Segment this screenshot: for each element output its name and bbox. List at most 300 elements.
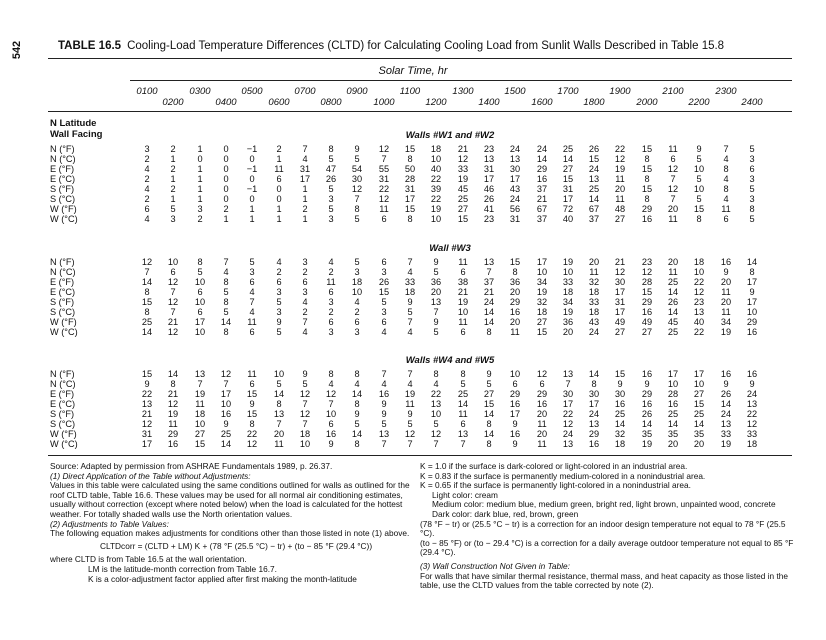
cltd-cell: 13	[483, 154, 495, 164]
cltd-cell: 4	[328, 257, 334, 267]
cltd-cell: 10	[194, 327, 206, 337]
cltd-cell: 38	[457, 277, 469, 287]
cltd-cell: 20	[430, 287, 442, 297]
cltd-cell: 8	[591, 379, 597, 389]
cltd-cell: 7	[302, 419, 308, 429]
cltd-cell: 9	[617, 379, 623, 389]
cltd-cell: 5	[407, 419, 413, 429]
cltd-cell: 3	[381, 267, 387, 277]
cltd-cell: 5	[328, 204, 334, 214]
cltd-cell: 12	[167, 297, 179, 307]
cltd-cell: 27	[536, 317, 548, 327]
table-row	[0, 267, 826, 277]
cltd-cell: 17	[693, 369, 705, 379]
cltd-cell: 1	[197, 174, 203, 184]
cltd-cell: 9	[276, 317, 282, 327]
cltd-cell: 15	[141, 369, 153, 379]
cltd-cell: 12	[536, 369, 548, 379]
hour-label: 0300	[189, 86, 211, 97]
cltd-cell: 11	[326, 277, 336, 287]
cltd-cell: 1	[302, 194, 308, 204]
cltd-cell: 0	[276, 194, 282, 204]
cltd-cell: 9	[723, 379, 729, 389]
cltd-cell: 22	[141, 389, 153, 399]
cltd-cell: 2	[276, 144, 282, 154]
table-row	[0, 204, 826, 214]
cltd-cell: 25	[457, 389, 469, 399]
cltd-cell: 12	[430, 429, 442, 439]
cltd-cell: 19	[641, 439, 653, 449]
cltd-cell: 15	[404, 204, 416, 214]
cltd-cell: 37	[536, 184, 548, 194]
cltd-cell: 25	[667, 277, 679, 287]
cltd-cell: 1	[276, 154, 282, 164]
cltd-cell: 11	[458, 409, 468, 419]
cltd-cell: 31	[404, 184, 416, 194]
cltd-cell: 30	[614, 277, 626, 287]
cltd-cell: 25	[693, 409, 705, 419]
cltd-cell: 0	[223, 194, 229, 204]
cltd-cell: 40	[693, 317, 705, 327]
cltd-cell: 5	[354, 154, 360, 164]
cltd-cell: 31	[562, 184, 574, 194]
cltd-cell: 20	[667, 257, 679, 267]
cltd-cell: 9	[249, 399, 255, 409]
cltd-cell: 7	[407, 317, 413, 327]
cltd-cell: 4	[223, 267, 229, 277]
cltd-cell: 2	[144, 194, 150, 204]
cltd-cell: 15	[194, 439, 206, 449]
cltd-cell: 5	[407, 307, 413, 317]
cltd-cell: 36	[562, 317, 574, 327]
cltd-cell: 27	[457, 204, 469, 214]
cltd-cell: 5	[354, 419, 360, 429]
cltd-cell: 6	[328, 287, 334, 297]
cltd-cell: 13	[562, 369, 574, 379]
cltd-cell: 6	[381, 317, 387, 327]
cltd-cell: 6	[460, 419, 466, 429]
cltd-cell: 18	[614, 439, 626, 449]
cltd-cell: 6	[460, 267, 466, 277]
cltd-cell: 18	[588, 307, 600, 317]
cltd-cell: 56	[509, 204, 521, 214]
cltd-cell: 8	[644, 194, 650, 204]
cltd-cell: 10	[693, 164, 705, 174]
cltd-cell: 39	[430, 184, 442, 194]
cltd-cell: −1	[246, 144, 258, 154]
k-light: K = 0.65 if the surface is permanently light-colored in a nonindustrial area.	[420, 480, 691, 491]
cltd-cell: 8	[354, 369, 360, 379]
cltd-cell: 5	[223, 307, 229, 317]
latitude-header	[50, 118, 102, 140]
cltd-cell: 16	[720, 257, 732, 267]
cltd-cell: 23	[483, 144, 495, 154]
cltd-cell: 19	[194, 389, 206, 399]
row-label: E (°C)	[50, 174, 76, 184]
row-label: N (°C)	[50, 379, 76, 389]
cltd-cell: 10	[457, 307, 469, 317]
cltd-cell: 12	[378, 144, 390, 154]
cltd-cell: 3	[249, 267, 255, 277]
cltd-cell: 10	[693, 267, 705, 277]
cltd-cell: 2	[170, 144, 176, 154]
notes-right	[420, 462, 798, 591]
cltd-cell: 12	[667, 164, 679, 174]
cltd-cell: 2	[354, 307, 360, 317]
cltd-cell: 9	[644, 379, 650, 389]
cltd-cell: 14	[220, 317, 232, 327]
cltd-cell: 8	[512, 267, 518, 277]
cltd-cell: 17	[483, 174, 495, 184]
cltd-cell: 12	[641, 267, 653, 277]
table-number: TABLE 16.5	[58, 40, 122, 52]
top-rule	[48, 58, 792, 59]
cltd-cell: 23	[693, 297, 705, 307]
cltd-cell: 6	[381, 257, 387, 267]
cltd-cell: 6	[144, 204, 150, 214]
cltd-cell: 2	[144, 154, 150, 164]
cltd-cell: 24	[509, 194, 521, 204]
row-label: N (°C)	[50, 154, 76, 164]
cltd-cell: 7	[460, 439, 466, 449]
note2-text: The following equation makes adjustments for conditions other than those listed in note (1) above.	[50, 528, 410, 539]
cltd-cell: 36	[430, 277, 442, 287]
table-row	[0, 369, 826, 379]
cltd-cell: −1	[246, 164, 258, 174]
cltd-cell: 29	[509, 389, 521, 399]
cltd-cell: 3	[197, 204, 203, 214]
cltd-cell: 2	[302, 204, 308, 214]
cltd-cell: 4	[276, 257, 282, 267]
cltd-cell: 10	[220, 399, 232, 409]
cltd-cell: 23	[641, 257, 653, 267]
cltd-cell: 11	[721, 307, 731, 317]
hour-label: 1600	[531, 97, 553, 108]
cltd-cell: 12	[325, 389, 337, 399]
cltd-cell: 4	[723, 174, 729, 184]
cltd-cell: 10	[509, 369, 521, 379]
cltd-cell: 26	[378, 277, 390, 287]
cltd-cell: 0	[223, 174, 229, 184]
cltd-cell: 12	[220, 369, 232, 379]
cltd-cell: 17	[141, 439, 153, 449]
cltd-cell: 1	[197, 164, 203, 174]
cltd-cell: 35	[641, 429, 653, 439]
notes-left	[50, 462, 412, 584]
cltd-cell: 7	[433, 307, 439, 317]
cltd-cell: 8	[486, 439, 492, 449]
cltd-cell: 12	[457, 154, 469, 164]
solar-time-rule	[130, 80, 792, 81]
cltd-cell: 12	[141, 419, 153, 429]
row-label: N (°F)	[50, 257, 75, 267]
row-label: N (°C)	[50, 267, 76, 277]
cltd-cell: 29	[536, 164, 548, 174]
row-label: W (°C)	[50, 214, 78, 224]
cltd-cell: 9	[512, 419, 518, 429]
cltd-cell: 20	[667, 204, 679, 214]
cltd-cell: 32	[614, 429, 626, 439]
cltd-cell: 15	[693, 204, 705, 214]
cltd-cell: 11	[668, 144, 678, 154]
cltd-cell: 2	[302, 267, 308, 277]
hour-label: 0200	[162, 97, 184, 108]
cltd-cell: 7	[144, 267, 150, 277]
cltd-cell: 20	[562, 327, 574, 337]
row-label: W (°C)	[50, 327, 78, 337]
cltd-cell: 43	[588, 317, 600, 327]
cltd-cell: 17	[746, 297, 758, 307]
cltd-cell: 7	[223, 379, 229, 389]
cltd-cell: 13	[430, 399, 442, 409]
cltd-cell: 14	[351, 389, 363, 399]
table-row	[0, 154, 826, 164]
cltd-cell: 12	[141, 257, 153, 267]
cltd-cell: 67	[536, 204, 548, 214]
cltd-cell: 6	[197, 287, 203, 297]
cltd-cell: 15	[641, 164, 653, 174]
cltd-cell: 12	[667, 184, 679, 194]
cltd-cell: 3	[144, 144, 150, 154]
cltd-cell: 4	[433, 379, 439, 389]
cltd-cell: 13	[273, 409, 285, 419]
cltd-cell: 31	[299, 164, 311, 174]
hour-label: 1200	[425, 97, 447, 108]
cltd-cell: 18	[299, 429, 311, 439]
row-label: S (°C)	[50, 419, 76, 429]
cltd-cell: 33	[404, 277, 416, 287]
cltd-cell: 25	[588, 184, 600, 194]
cltd-cell: 3	[302, 257, 308, 267]
cltd-cell: 7	[302, 399, 308, 409]
cltd-cell: 17	[404, 194, 416, 204]
cltd-cell: 18	[746, 439, 758, 449]
cltd-cell: 9	[486, 369, 492, 379]
cltd-cell: 6	[460, 327, 466, 337]
hour-label: 0600	[268, 97, 290, 108]
cltd-cell: 30	[509, 164, 521, 174]
cltd-cell: 11	[721, 204, 731, 214]
cltd-cell: 29	[588, 429, 600, 439]
cltd-cell: 4	[381, 327, 387, 337]
cltd-cell: 29	[641, 389, 653, 399]
hour-label: 0800	[320, 97, 342, 108]
table-row	[0, 389, 826, 399]
hour-label: 0400	[215, 97, 237, 108]
cltd-cell: 16	[378, 389, 390, 399]
cltd-cell: 20	[509, 287, 521, 297]
cltd-cell: 25	[562, 144, 574, 154]
cltd-cell: 5	[696, 194, 702, 204]
hour-label: 0100	[136, 86, 158, 97]
table-row	[0, 439, 826, 449]
cltd-cell: 5	[749, 214, 755, 224]
k-medium: K = 0.83 if the surface is permanently medium-colored in a nonindustrial area.	[420, 470, 706, 481]
cltd-cell: 4	[407, 267, 413, 277]
cltd-cell: 17	[562, 194, 574, 204]
cltd-cell: 16	[325, 429, 337, 439]
cltd-cell: 35	[667, 429, 679, 439]
where-k: K is a color-adjustment factor applied after first making the month-latitude	[88, 573, 357, 584]
outdoor-correction: (to − 85 °F) or (to − 29.4 °C) is a correction for a daily average outdoor temperature not equal to 85 °F (29.4 °C).	[420, 537, 794, 558]
row-label: E (°F)	[50, 389, 75, 399]
table-row	[0, 379, 826, 389]
cltd-cell: 28	[641, 277, 653, 287]
wall-group-title: Walls #W1 and #W2	[405, 130, 495, 141]
cltd-cell: 0	[223, 164, 229, 174]
cltd-cell: 5	[328, 184, 334, 194]
cltd-cell: 21	[167, 317, 179, 327]
cltd-cell: 6	[170, 267, 176, 277]
cltd-cell: 8	[328, 369, 334, 379]
cltd-cell: 32	[588, 277, 600, 287]
cltd-cell: 0	[197, 154, 203, 164]
cltd-cell: 0	[249, 154, 255, 164]
cltd-cell: 4	[249, 307, 255, 317]
table-row	[0, 409, 826, 419]
cltd-cell: 29	[536, 389, 548, 399]
cltd-cell: 19	[430, 204, 442, 214]
cltd-cell: 11	[589, 267, 599, 277]
cltd-cell: 46	[483, 184, 495, 194]
table-row	[0, 144, 826, 154]
cltd-cell: 26	[667, 297, 679, 307]
cltd-cell: 5	[197, 267, 203, 277]
cltd-cell: 8	[197, 257, 203, 267]
cltd-cell: 6	[512, 379, 518, 389]
cltd-cell: 20	[536, 409, 548, 419]
cltd-cell: 34	[536, 277, 548, 287]
table-row	[0, 307, 826, 317]
cltd-cell: 2	[302, 307, 308, 317]
cltd-cell: 10	[430, 154, 442, 164]
cltd-cell: 12	[378, 194, 390, 204]
cltd-cell: 10	[194, 277, 206, 287]
indoor-correction: (78 °F − tr) or (25.5 °C − tr) is a correction for an indoor design temperature not equal to 78 °F (25.5 °C).	[420, 518, 786, 539]
cltd-cell: 5	[381, 419, 387, 429]
cltd-cell: 5	[433, 327, 439, 337]
hour-label: 0700	[294, 86, 316, 97]
cltd-cell: 20	[273, 429, 285, 439]
table-row	[0, 287, 826, 297]
table-row	[0, 419, 826, 429]
hour-label: 1100	[399, 86, 421, 97]
cltd-cell: 14	[720, 399, 732, 409]
cltd-cell: 22	[378, 184, 390, 194]
cltd-cell: 14	[351, 429, 363, 439]
dark-color-def: Dark color: dark blue, red, brown, green	[432, 508, 579, 519]
cltd-cell: 17	[746, 277, 758, 287]
cltd-cell: 25	[457, 194, 469, 204]
cltd-cell: 0	[249, 194, 255, 204]
cltd-cell: 14	[141, 327, 153, 337]
hour-label: 2400	[741, 97, 763, 108]
cltd-cell: 22	[614, 144, 626, 154]
cltd-cell: 10	[299, 439, 311, 449]
cltd-cell: 16	[641, 369, 653, 379]
cltd-cell: 14	[667, 287, 679, 297]
cltd-cell: 17	[220, 389, 232, 399]
cltd-cell: 24	[483, 297, 495, 307]
cltd-cell: 8	[486, 419, 492, 429]
cltd-cell: 14	[483, 409, 495, 419]
cltd-cell: 21	[536, 194, 548, 204]
cltd-cell: 31	[141, 429, 153, 439]
cltd-cell: 25	[667, 409, 679, 419]
cltd-cell: 16	[641, 307, 653, 317]
row-label: N (°F)	[50, 369, 75, 379]
cltd-cell: 29	[641, 204, 653, 214]
cltd-cell: 31	[378, 174, 390, 184]
cltd-cell: 5	[354, 214, 360, 224]
cltd-cell: 19	[720, 327, 732, 337]
cltd-cell: 31	[614, 297, 626, 307]
cltd-cell: 9	[749, 379, 755, 389]
cltd-cell: 8	[486, 327, 492, 337]
cltd-cell: 7	[328, 399, 334, 409]
cltd-cell: 8	[644, 174, 650, 184]
cltd-cell: 11	[168, 419, 178, 429]
cltd-cell: 5	[749, 184, 755, 194]
cltd-cell: 15	[378, 287, 390, 297]
cltd-cell: 14	[641, 419, 653, 429]
cltd-cell: 16	[536, 174, 548, 184]
cltd-cell: 15	[483, 399, 495, 409]
cltd-cell: 31	[483, 164, 495, 174]
cltd-cell: 18	[194, 409, 206, 419]
cltd-cell: 1	[197, 184, 203, 194]
row-label: E (°C)	[50, 287, 76, 297]
cltd-cell: 14	[746, 257, 758, 267]
cltd-cell: 8	[223, 297, 229, 307]
cltd-cell: 8	[407, 154, 413, 164]
cltd-cell: 15	[246, 409, 258, 419]
cltd-cell: 7	[433, 439, 439, 449]
cltd-cell: 30	[562, 389, 574, 399]
table-row	[0, 184, 826, 194]
cltd-cell: 29	[509, 297, 521, 307]
hour-label: 1000	[373, 97, 395, 108]
cltd-cell: 20	[509, 317, 521, 327]
cltd-cell: 22	[430, 194, 442, 204]
cltd-cell: 12	[167, 327, 179, 337]
cltd-cell: 8	[328, 144, 334, 154]
cltd-cell: 54	[351, 164, 363, 174]
cltd-cell: 8	[644, 154, 650, 164]
cltd-cell: 34	[562, 297, 574, 307]
cltd-cell: 14	[667, 307, 679, 317]
cltd-cell: 14	[588, 194, 600, 204]
cltd-cell: 4	[407, 379, 413, 389]
header-rule	[48, 111, 792, 112]
cltd-cell: 16	[667, 399, 679, 409]
cltd-cell: 30	[614, 389, 626, 399]
cltd-cell: 17	[299, 174, 311, 184]
cltd-cell: 24	[562, 429, 574, 439]
cltd-cell: 7	[354, 194, 360, 204]
cltd-cell: 4	[144, 184, 150, 194]
cltd-cell: 15	[641, 184, 653, 194]
cltd-cell: 14	[536, 154, 548, 164]
table-row	[0, 399, 826, 409]
cltd-cell: 10	[325, 409, 337, 419]
cltd-cell: 1	[249, 214, 255, 224]
row-label: N (°F)	[50, 144, 75, 154]
cltd-cell: 27	[483, 389, 495, 399]
cltd-cell: 27	[614, 214, 626, 224]
row-label: E (°F)	[50, 164, 75, 174]
cltd-cell: 8	[723, 184, 729, 194]
